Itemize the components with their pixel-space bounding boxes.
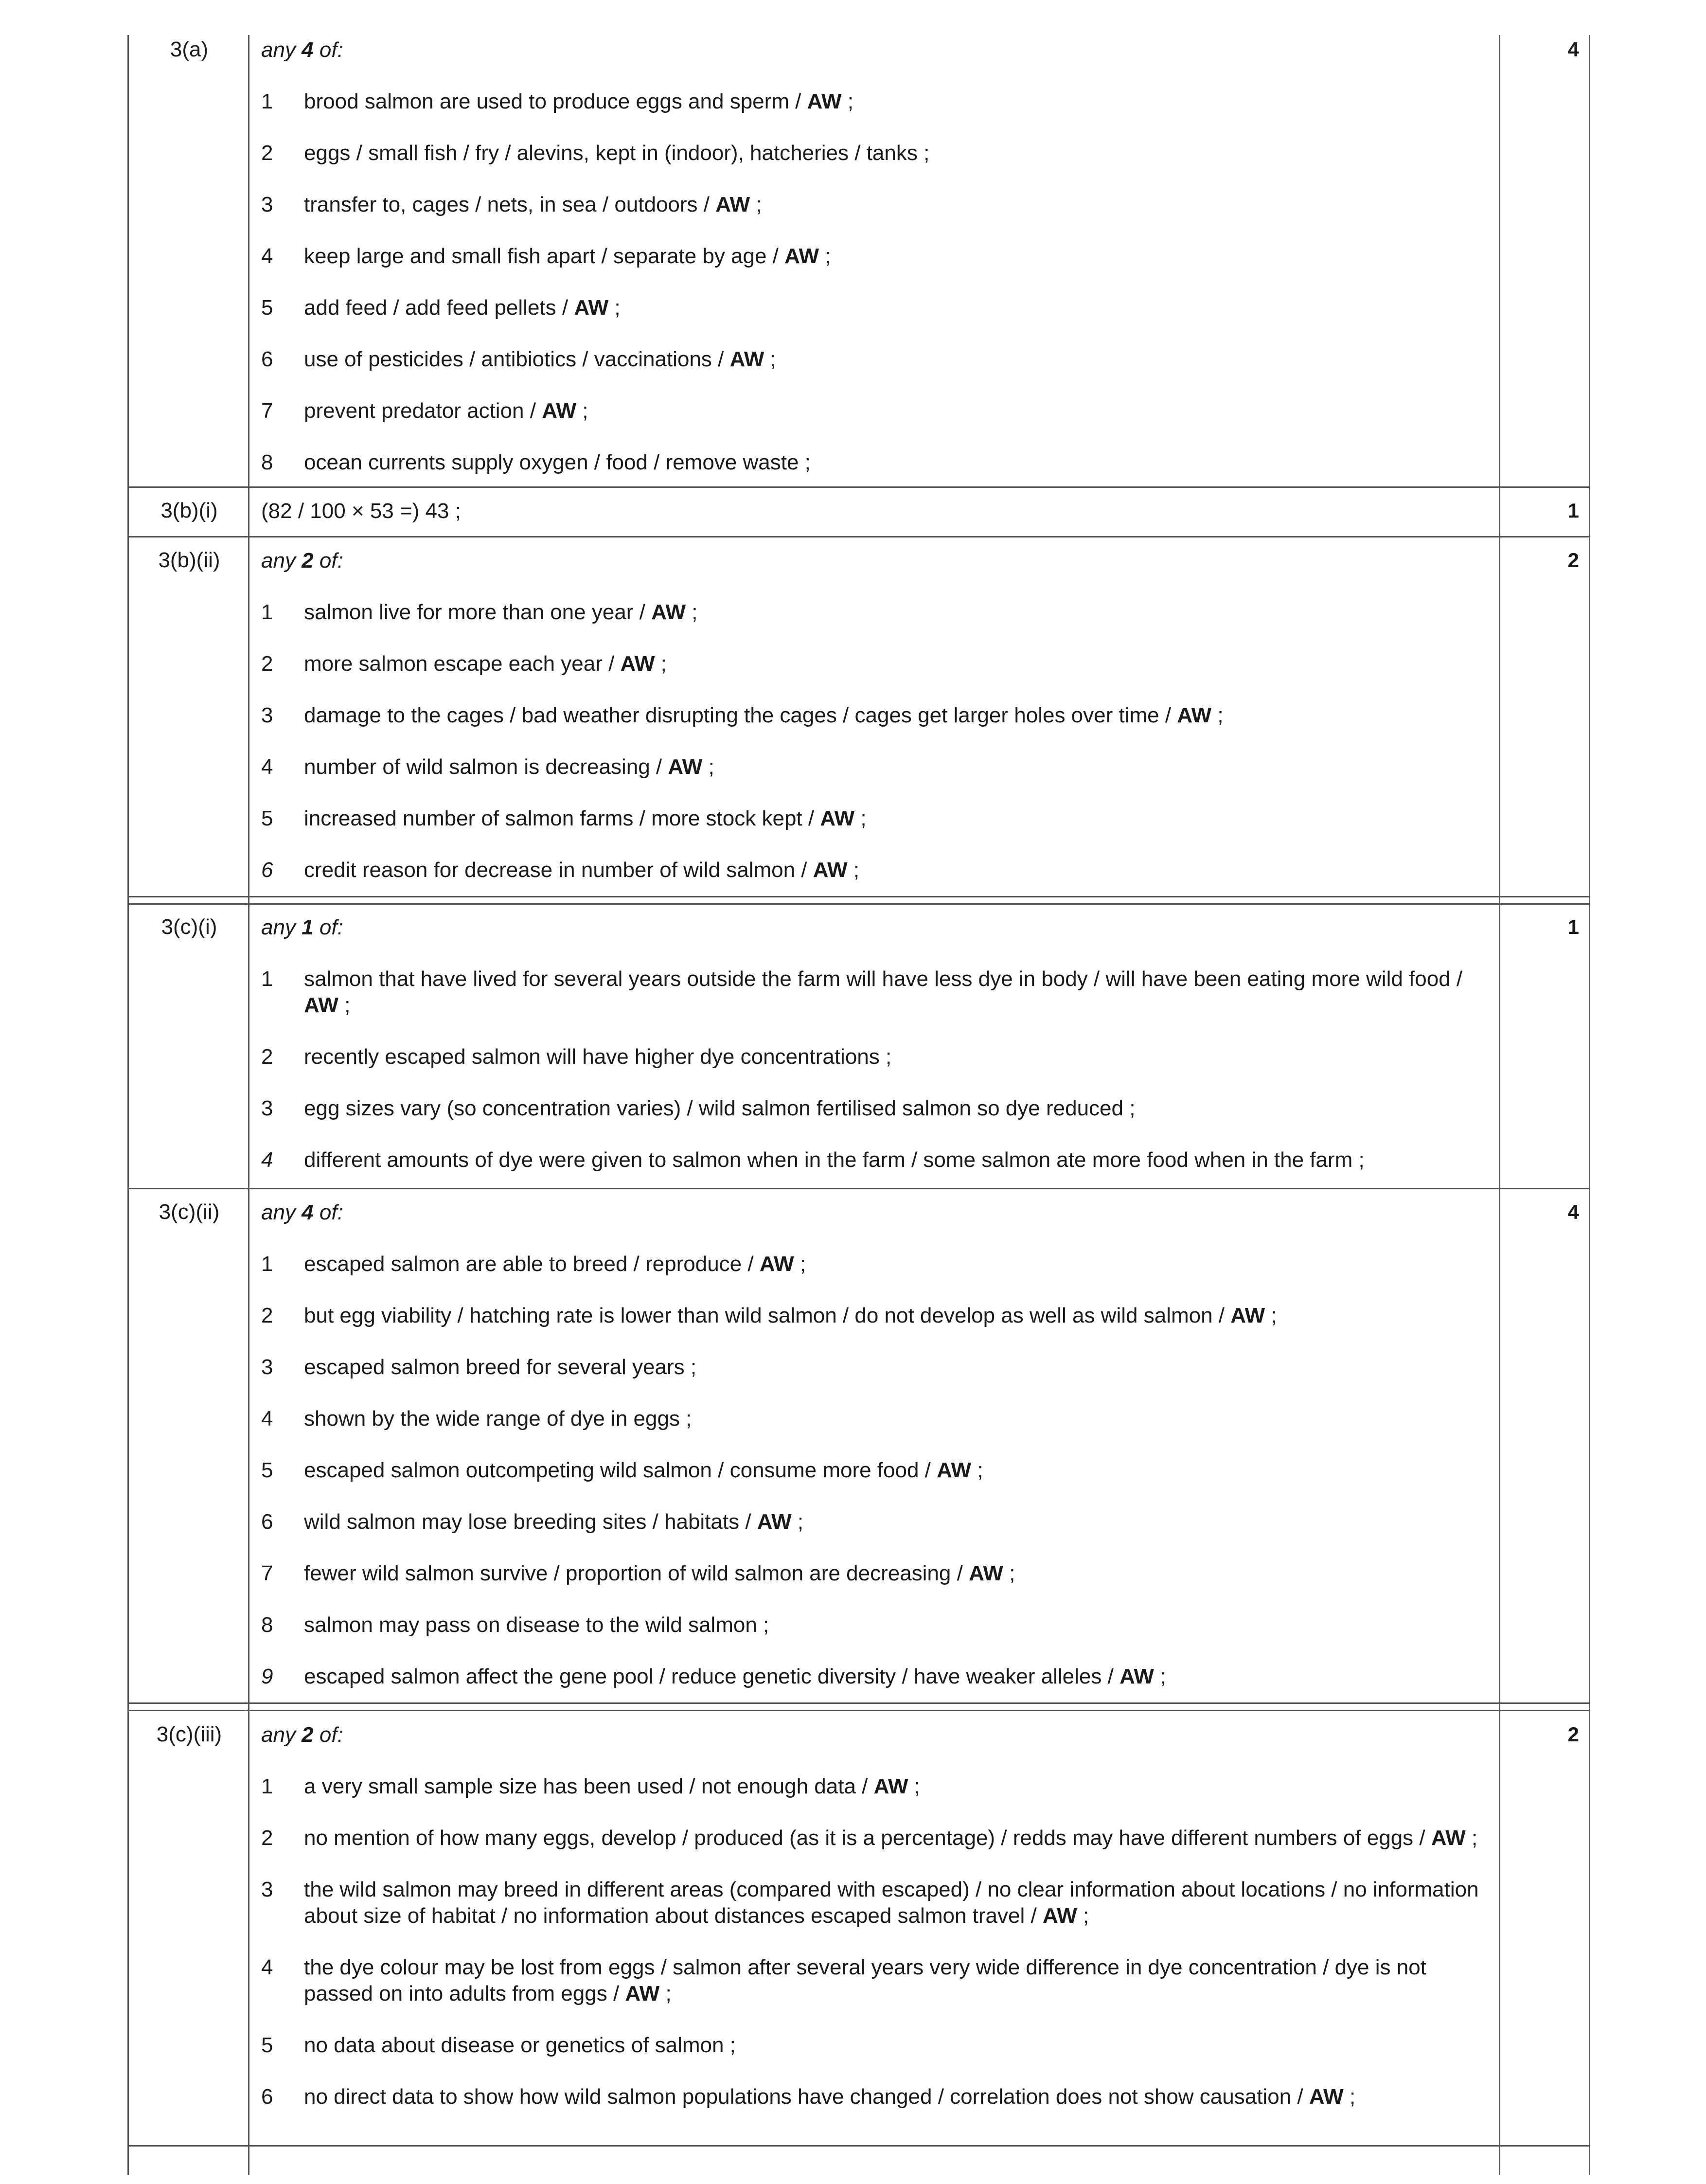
marking-point: 7 prevent predator action / AW ; (261, 399, 588, 423)
marking-point: 5 increased number of salmon farms / more stock kept / AW ; (261, 806, 867, 830)
row-divider (127, 2145, 1590, 2147)
marking-point: 1 salmon that have lived for several years outside the farm will have less dye in body / will have been eating more wild food / AW ; (261, 967, 1463, 1017)
row-divider (127, 1188, 1590, 1189)
answer-text: (82 / 100 × 53 =) 43 ; (261, 499, 461, 523)
marking-point: 1 salmon live for more than one year / AW ; (261, 600, 698, 624)
right-border (1589, 35, 1590, 2175)
question-number: 3(c)(ii) (159, 1200, 220, 1224)
marking-point: 5 no data about disease or genetics of salmon ; (261, 2033, 736, 2057)
marks-column-divider (1499, 35, 1500, 2175)
row-divider (127, 536, 1590, 537)
answer-content (261, 498, 1482, 524)
instruction: any 4 of: (261, 1200, 343, 1224)
marks-value: 2 (1567, 1723, 1579, 1746)
marking-point: 6 no direct data to show how wild salmon populations have changed / correlation does not show causation / AW ; (261, 2085, 1356, 2109)
question-number: 3(b)(i) (160, 499, 218, 522)
marks-value: 2 (1567, 549, 1579, 572)
instruction: any 2 of: (261, 549, 343, 573)
answer-content (261, 548, 1482, 883)
row-divider (127, 486, 1590, 488)
marking-point: 9 escaped salmon affect the gene pool / reduce genetic diversity / have weaker alleles / AW ; (261, 1665, 1166, 1688)
marking-point: 3 escaped salmon breed for several years ; (261, 1355, 697, 1379)
marking-point: 7 fewer wild salmon survive / proportion of wild salmon are decreasing / AW ; (261, 1561, 1015, 1585)
answer-content (261, 914, 1482, 1173)
instruction: any 1 of: (261, 915, 343, 939)
marking-point: 2 recently escaped salmon will have higher dye concentrations ; (261, 1045, 892, 1069)
marking-point: 4 different amounts of dye were given to salmon when in the farm / some salmon ate more food when in the farm ; (261, 1148, 1365, 1172)
marking-point: 2 but egg viability / hatching rate is lower than wild salmon / do not develop as well as wild salmon / AW ; (261, 1304, 1277, 1327)
marks-value: 1 (1567, 499, 1579, 522)
marking-point: 1 a very small sample size has been used / not enough data / AW ; (261, 1774, 920, 1798)
marking-point: 2 more salmon escape each year / AW ; (261, 652, 667, 676)
marking-point: 1 escaped salmon are able to breed / reproduce / AW ; (261, 1252, 806, 1276)
marking-point: 6 credit reason for decrease in number of wild salmon / AW ; (261, 858, 860, 882)
marking-point: 8 salmon may pass on disease to the wild salmon ; (261, 1613, 769, 1637)
marks-value: 4 (1567, 38, 1579, 61)
question-number: 3(c)(iii) (156, 1722, 222, 1746)
row-divider-double (127, 1702, 1590, 1711)
question-number: 3(c)(i) (161, 915, 217, 939)
marking-point: 5 escaped salmon outcompeting wild salmon / consume more food / AW ; (261, 1458, 983, 1482)
marking-point: 6 use of pesticides / antibiotics / vaccinations / AW ; (261, 347, 776, 371)
marking-point: 1 brood salmon are used to produce eggs and sperm / AW ; (261, 90, 853, 113)
question-number: 3(a) (170, 37, 209, 61)
marking-point: 3 the wild salmon may breed in different areas (compared with escaped) / no clear information about locations / no information about size of habitat / no information about distances escaped salmon travel / AW ; (261, 1878, 1479, 1928)
marking-point: 8 ocean currents supply oxygen / food / remove waste ; (261, 450, 811, 474)
marking-point: 3 damage to the cages / bad weather disrupting the cages / cages get larger holes over time / AW ; (261, 703, 1224, 727)
answer-content (261, 1199, 1482, 1690)
marking-point: 2 no mention of how many eggs, develop / produced (as it is a percentage) / redds may have different numbers of eggs / AW ; (261, 1826, 1478, 1850)
marking-point: 3 transfer to, cages / nets, in sea / outdoors / AW ; (261, 193, 762, 216)
question-column-divider (248, 35, 249, 2175)
marking-point: 4 shown by the wide range of dye in eggs ; (261, 1407, 692, 1431)
marking-point: 4 number of wild salmon is decreasing / AW ; (261, 755, 714, 779)
marking-point: 6 wild salmon may lose breeding sites / habitats / AW ; (261, 1510, 804, 1534)
answer-content (261, 1722, 1482, 2110)
instruction: any 2 of: (261, 1723, 343, 1747)
marks-value: 4 (1567, 1200, 1579, 1223)
marking-point: 3 egg sizes vary (so concentration varies) / wild salmon fertilised salmon so dye reduced ; (261, 1096, 1136, 1120)
row-divider-double (127, 896, 1590, 905)
marking-point: 2 eggs / small fish / fry / alevins, kept in (indoor), hatcheries / tanks ; (261, 141, 930, 165)
marking-point: 5 add feed / add feed pellets / AW ; (261, 296, 621, 320)
instruction: any 4 of: (261, 38, 343, 62)
marking-point: 4 the dye colour may be lost from eggs / salmon after several years very wide difference in dye concentration / dye is not passed on into adults from eggs / AW ; (261, 1955, 1426, 2005)
marks-value: 1 (1567, 915, 1579, 938)
left-border (127, 35, 129, 2175)
marking-point: 4 keep large and small fish apart / separate by age / AW ; (261, 244, 831, 268)
answer-content (261, 37, 1482, 476)
question-number: 3(b)(ii) (158, 548, 220, 572)
